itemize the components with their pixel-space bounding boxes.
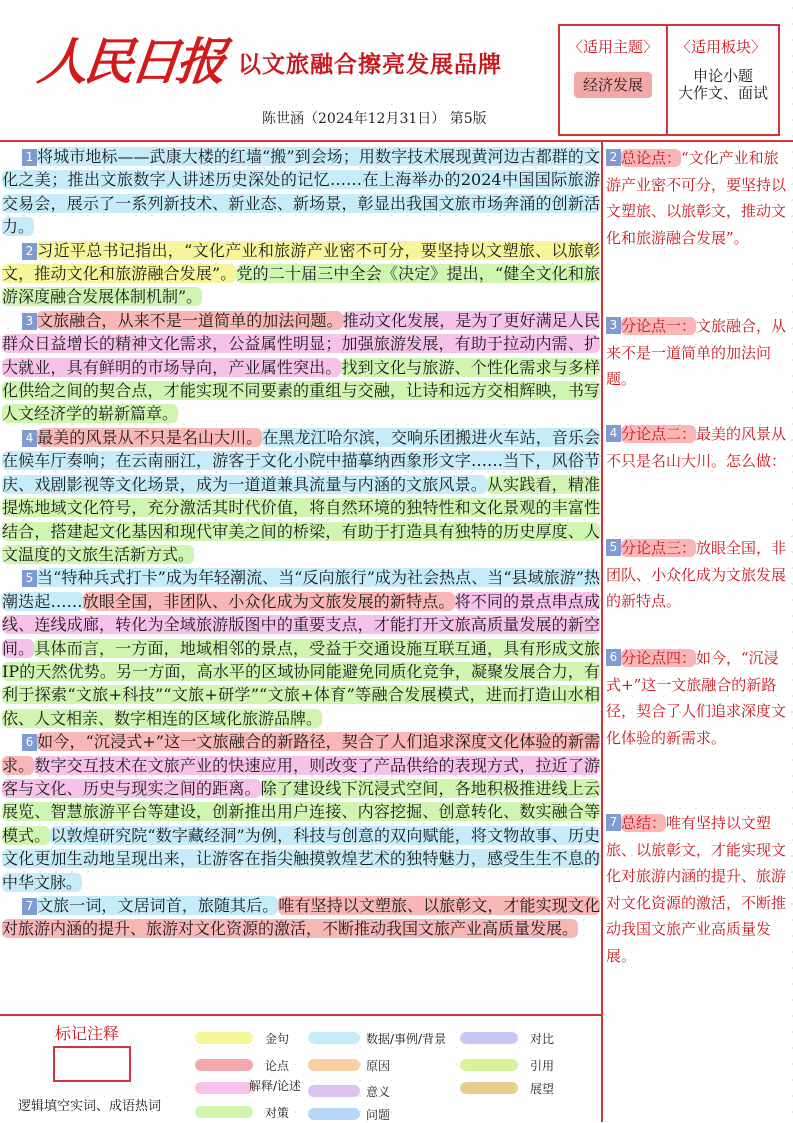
highlighted-text: 文旅融合，从来不是一道简单的加法问题。 [37,310,343,330]
sidebar-note [606,145,788,251]
newspaper-logo: 人民日报 [34,32,226,91]
sidebar-note [606,313,788,393]
legend-label: 引用 [530,1059,555,1073]
highlighted-text: 从实践看，精准提炼地域文化符号，充分激活其时代价值，将自然环境的独特性和文化景观的丰富性结合，搭建起文化基因和现代审美之间的桥梁，有助于打造具有独特的历史厚度、人文温度的文旅生活新方式。 [2,474,600,564]
highlighted-text: 如今，“沉浸式+”这一文旅融合的新路径，契合了人们追求深度文化体验的新需求。 [2,732,600,775]
sidebar-note-label: 总论点： [621,149,682,167]
legend-swatch [195,1059,253,1071]
tag-box [558,24,780,136]
legend-swatch [195,1032,253,1044]
sidebar-note-text: 最美的风景从不只是名山大川。怎么做： [606,425,787,470]
sidebar-number-badge: 4 [606,425,621,442]
article-body [2,145,600,941]
highlighted-text: 以敦煌研究院“数字藏经洞”为例，科技与创意的双向赋能，将文物故事、历史文化更加生动地呈现出来，让游客在指尖触摸敦煌艺术的独特魅力，感受生生不息的中华文脉。 [2,825,600,892]
sidebar-note-text: 如今，“沉浸式+”这一文旅融合的新路径，契合了人们追求深度文化体验的新需求。 [606,649,787,747]
legend-top-rule [0,1014,602,1016]
legend-label: 原因 [366,1059,391,1073]
legend-swatch [308,1032,360,1044]
highlighted-text: 找到文化与旅游、个性化需求与多样化供给之间的契合点，才能实现不同要素的重组与交融，让诗和远方交相辉映，书写人文经济学的崭新篇章。 [2,357,600,424]
sidebar-number-badge: 6 [606,649,621,666]
highlighted-text: 除了建设线下沉浸式空间，各地积极推进线上云展览、智慧旅游平台等建设，创新推出用户连接、内容挖掘、创意转化、数实融合等模式。 [2,778,600,845]
sidebar-note [606,645,788,751]
sidebar-note-text: “文化产业和旅游产业密不可分，要坚持以文塑旅、以旅彰文，推动文化和旅游融合发展”。 [606,149,787,247]
legend-swatch [460,1059,518,1071]
legend-label: 意义 [366,1085,391,1099]
legend-label: 论点 [265,1059,290,1073]
article-paragraph [2,239,600,309]
highlighted-text: 唯有坚持以文塑旅、以旅彰文，才能实现文化对旅游内涵的提升、旅游对文化资源的激活，不断推动我国文旅产业高质量发展。 [2,896,600,939]
legend-box-sample [53,1046,131,1082]
sidebar-note [606,810,788,969]
legend-label: 金句 [265,1032,290,1046]
highlighted-text: 推动文化发展，是为了更好满足人民群众日益增长的精神文化需求，公益属性明显；加强旅游发展，有助于拉动内需、扩大就业，具有鲜明的市场导向，产业属性突出。 [2,310,600,377]
sidebar-note-text: 放眼全国，非团队、小众化成为文旅发展的新特点。 [606,539,787,610]
paragraph-number-badge: 3 [22,313,37,330]
sidebar-note-label: 分论点一： [621,317,697,335]
sidebar-note-label: 总结： [621,814,667,832]
paragraph-number-badge: 1 [22,149,37,166]
section-value-line-2: 大作文、面试 [677,84,768,102]
highlighted-text: 在黑龙江哈尔滨，交响乐团搬进火车站，音乐会在候车厅奏响；在云南丽江，游客于文化小院中描摹纳西象形文字……当下，风俗节庆、戏剧影视等文化场景，成为一道道兼具流量与内涵的文旅风景。 [2,427,600,494]
section-value [668,68,778,102]
legend-swatch [195,1106,253,1118]
paragraph-number-badge: 5 [22,570,37,587]
legend-swatch [460,1082,518,1094]
highlighted-text: 文旅一词，文居词首，旅随其后。 [37,896,279,915]
article-paragraph [2,145,600,239]
legend-swatch [460,1032,518,1044]
section-value-line-1: 申论小题 [692,67,753,85]
sidebar-number-badge: 5 [606,539,621,556]
legend-swatch [308,1085,360,1097]
paragraph-number-badge: 2 [22,243,37,260]
header-bottom-rule [0,140,793,142]
sidebar-number-badge: 2 [606,149,621,166]
paragraph-number-badge: 6 [22,734,37,751]
highlighted-text: 放眼全国，非团队、小众化成为文旅发展的新特点。 [82,591,455,611]
section-label: 〈适用板块〉 [675,38,766,56]
highlighted-text: 将城市地标——武康大楼的红墙“搬”到会场；用数字技术展现黄河边古都群的文化之美；推出文旅数字人讲述历史深处的记忆……在上海举办的2024中国国际旅游交易会，展示了一系列新技术、新业态、新场景，彰显出我国文旅市场奔涌的创新活力。 [2,147,600,237]
paragraph-number-badge: 4 [22,430,37,447]
legend-label: 展望 [530,1082,555,1096]
article-paragraph [2,730,600,894]
sidebar-note-text: 文旅融合，从来不是一道简单的加法问题。 [606,317,787,388]
sidebar-note-label: 分论点三： [621,539,697,557]
paragraph-number-badge: 7 [22,898,37,915]
highlighted-text: 党的二十届三中全会《决定》提出，“健全文化和旅游深度融合发展体制机制”。 [2,264,600,307]
byline: 陈世涵（2024年12月31日） 第5版 [262,111,487,127]
topic-label: 〈适用主题〉 [567,38,658,56]
column-divider [601,140,603,1122]
sidebar-note [606,421,788,474]
sidebar-note-text: 唯有坚持以文塑旅、以旅彰文，才能实现文化对旅游内涵的提升、旅游对文化资源的激活，不断推动我国文旅产业高质量发展。 [606,814,787,965]
sidebar-note-label: 分论点四： [621,649,697,667]
article-paragraph [2,566,600,730]
highlighted-text: 最美的风景从不只是名山大川。 [37,427,263,447]
highlighted-text: 将不同的景点串点成线、连线成廊，转化为全域旅游版图中的重要支点，才能打开文旅高质量发展的新空间。 [2,591,600,658]
article-paragraph [2,309,600,426]
legend-label: 数据/事例/背景 [366,1032,447,1046]
topic-value: 经济发展 [574,72,652,98]
legend-label: 问题 [366,1108,391,1122]
legend-label: 解释/论述 [249,1079,302,1093]
article-paragraph [2,426,600,566]
page-title: 以文旅融合擦亮发展品牌 [238,52,502,78]
legend-box-note: 逻辑填空实词、成语热词 [18,1099,162,1114]
legend-swatch [195,1082,253,1094]
highlighted-text: 习近平总书记指出，“文化产业和旅游产业密不可分，要坚持以文塑旅、以旅彰文，推动文化和旅游融合发展”。 [2,240,600,284]
legend-label: 对比 [530,1032,555,1046]
highlighted-text: 数字交互技术在文旅产业的快速应用，则改变了产品供给的表现方式，拉近了游客与文化、历史与现实之间的距离。 [2,755,600,798]
sidebar-number-badge: 7 [606,814,621,831]
legend-swatch [308,1108,360,1120]
highlighted-text: 当“特种兵式打卡”成为年轻潮流、当“反向旅行”成为社会热点、当“县域旅游”热潮迭起…… [2,568,600,611]
sidebar-note-label: 分论点二： [621,425,697,443]
legend-title: 标记注释 [55,1024,120,1043]
sidebar-number-badge: 3 [606,317,621,334]
sidebar-note [606,535,788,615]
legend-swatch [308,1059,360,1071]
legend-label: 对策 [265,1106,290,1120]
article-paragraph [2,894,600,941]
highlighted-text: 具体而言，一方面，地域相邻的景点，受益于交通设施互联互通，具有形成文旅IP的天然优势。另一方面，高水平的区域协同能避免同质化竞争，凝聚发展合力，有利于探索“文旅+科技”“文旅+研学”“文旅+体育”等融合发展模式，进而打造山水相依、人文相亲、数字相连的区域化旅游品牌。 [2,638,600,728]
